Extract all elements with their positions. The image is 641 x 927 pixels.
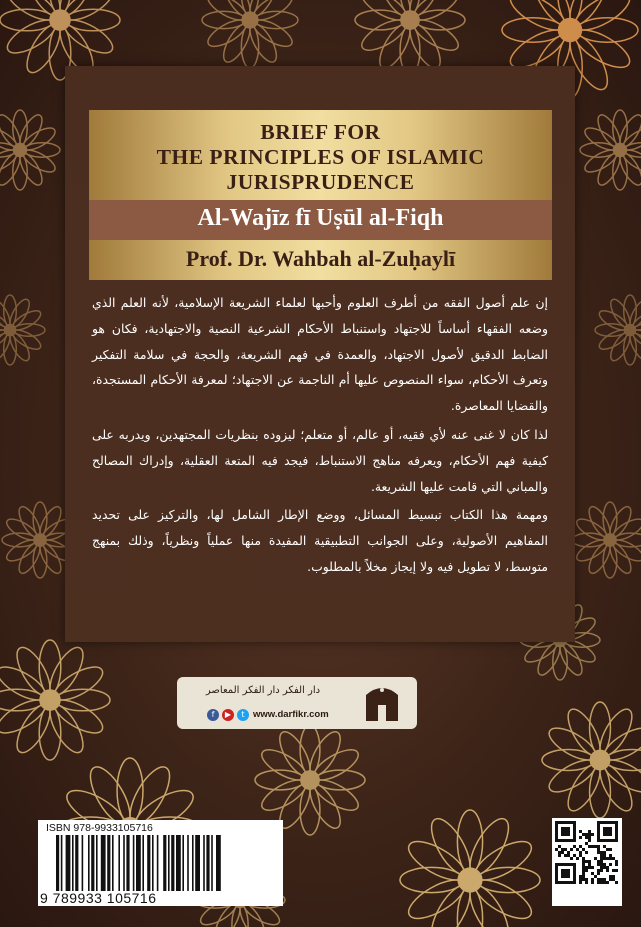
barcode-number: 9 789933 105716 xyxy=(40,890,157,906)
publisher-name: دار الفكر دار الفكر المعاصر xyxy=(205,685,321,696)
transliterated-title: Al-Wajīz fī Uṣūl al-Fiqh xyxy=(197,205,444,231)
youtube-icon[interactable]: ▶ xyxy=(222,709,234,721)
description-paragraph-3: ومهمة هذا الكتاب تبسيط المسائل، ووضع الإطار الشامل لها، والتركيز على تحديد المفاهيم الأصولية، وعلى الجوانب التطبيقية المفيدة منها عملياً ونظرياً، وذلك بمنهج متوسط، لا تطويل فيه ولا إيجاز مخلاً بالمطلوب. xyxy=(92,507,548,574)
description-paragraph-2: لذا كان لا غنى عنه لأي فقيه، أو عالم، أو متعلم؛ ليزوده بنظريات المجتهدين، ويدربه على كيفية فهم الأحكام، ويعرفه مناهج الاستنباط، فيجد فيه المتعة العقلية، وإدراك المصالح والمباني التي قامت عليها الشريعة. xyxy=(92,426,548,494)
publisher-website[interactable]: www.darfikr.com xyxy=(253,709,329,720)
publisher-logo xyxy=(354,681,410,725)
isbn-text: ISBN 978-9933105716 xyxy=(46,822,153,834)
title-line-2: THE PRINCIPLES OF ISLAMIC xyxy=(156,145,485,169)
barcode-label xyxy=(38,820,283,906)
transliterated-title-band xyxy=(89,200,552,240)
title-line-3: JURISPRUDENCE xyxy=(226,170,415,194)
english-title-band xyxy=(89,110,552,200)
facebook-icon[interactable]: f xyxy=(207,709,219,721)
publisher-bar xyxy=(177,677,417,729)
qr-code-label xyxy=(552,818,622,906)
qr-code xyxy=(555,821,619,903)
author-band xyxy=(89,240,552,280)
barcode xyxy=(56,835,271,891)
description-paragraph-1: إن علم أصول الفقه من أطرف العلوم وأحبها لعلماء الشريعة الإسلامية، لأنه العلم الذي وضعه الفقهاء أساساً للاجتهاد واستنباط الأحكام الشرعية النصية والاجتهادية، فكان هو الضابط الدقيق لأصول الاجتهاد، والعمدة في فهم الشريعة، والحجة في سلامة التفكير وتعرف الأحكام، سواء المنصوص عليها أم الناجمة عن الاجتهاد؛ لمعرفة الأحكام المستجدة، والقضايا المعاصرة. xyxy=(92,295,548,414)
twitter-icon[interactable]: t xyxy=(237,709,249,721)
title-line-1: BRIEF FOR xyxy=(260,120,381,144)
description-text xyxy=(92,290,548,583)
author-name: Prof. Dr. Wahbah al-Zuḥaylī xyxy=(185,246,456,271)
